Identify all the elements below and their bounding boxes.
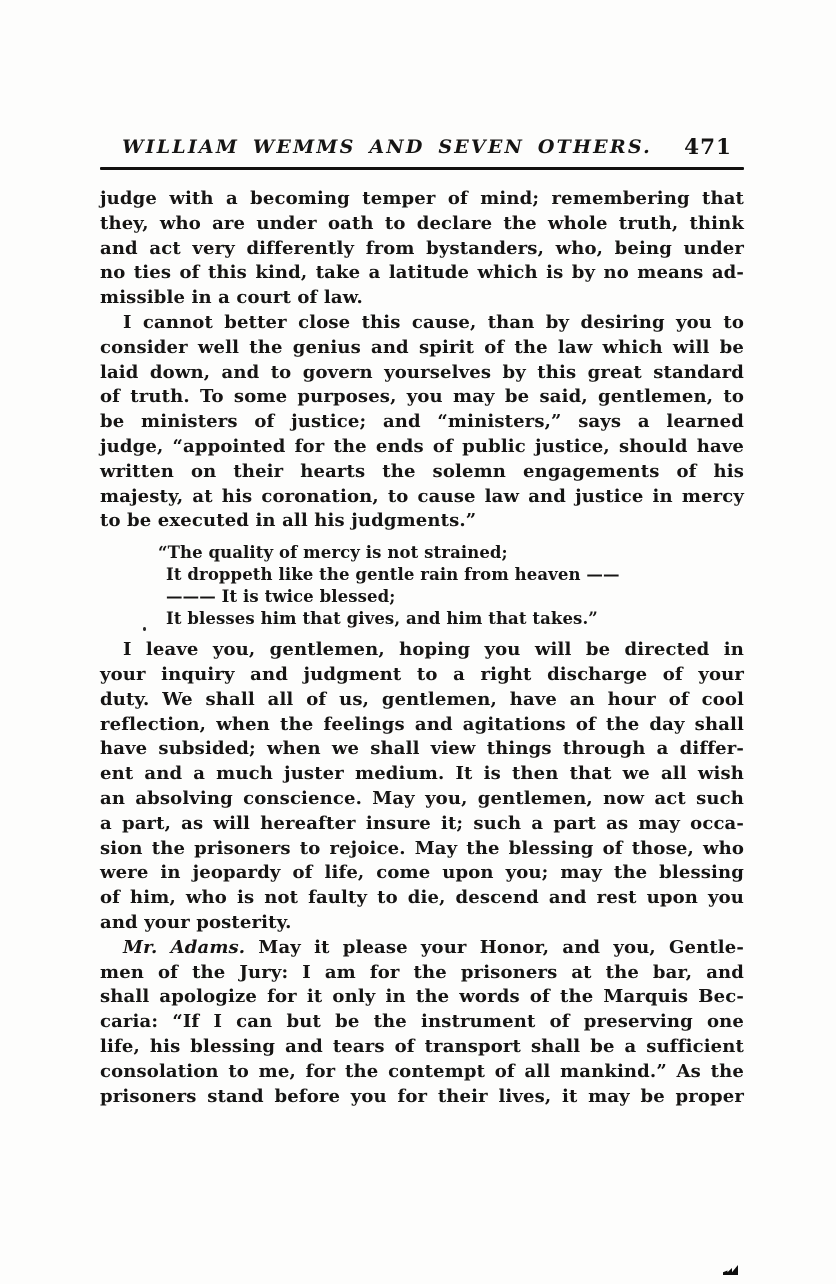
text-line: and act very differently from bystanders, who, being under [100,237,744,259]
text-line: shall apologize for it only in the words of the Marquis Bec- [100,986,744,1008]
text-line: caria: “If I can but be the instrument of preserving one [100,1011,744,1033]
text-line: your inquiry and judgment to a right discharge of your [100,663,744,685]
text-line: to be executed in all his judgments.” [100,510,477,532]
text-line: life, his blessing and tears of transport shall be a sufficient [100,1035,744,1057]
text-line: prisoners stand before you for their lives, it may be proper [100,1085,744,1107]
text-line: ent and a much juster medium. It is then that we all wish [100,763,744,785]
text-line: consider well the genius and spirit of the law which will be [100,336,744,358]
page-number: 471 [684,135,732,160]
scan-ink-artifact [723,1265,738,1275]
verse-line: “The quality of mercy is not strained; [158,543,508,563]
text-line: judge with a becoming temper of mind; remembering that [100,188,744,209]
text-line: written on their hearts the solemn engagements of his [100,460,744,482]
text-line: be ministers of justice; and “ministers,” says a learned [100,411,744,433]
text-line: reflection, when the feelings and agitations of the day shall [100,713,744,735]
text-line: men of the Jury: I am for the prisoners at the bar, and [100,961,744,983]
text-line: an absolving conscience. May you, gentlemen, now act such [100,787,744,809]
text-line: they, who are under oath to declare the whole truth, think [100,212,744,234]
header-rule [100,167,744,170]
speaker-name: Mr. Adams. [123,936,246,958]
text-run: May it please your Honor, and you, Gentle- [258,936,744,958]
paragraph-1 [100,187,744,311]
paragraph-4 [100,936,744,1110]
text-line: consolation to me, for the contempt of all mankind.” As the [100,1060,744,1082]
text-line: were in jeopardy of life, come upon you; may the blessing [100,862,744,884]
text-line: I leave you, gentlemen, hoping you will be directed in [123,639,744,661]
text-line: missible in a court of law. [100,287,363,309]
text-line: majesty, at his coronation, to cause law and justice in mercy [100,485,744,507]
text-line: no ties of this kind, take a latitude which is by no means ad- [100,262,744,284]
verse-line: It blesses him that gives, and him that takes.” [166,609,598,629]
paragraph-3 [100,638,744,936]
verse-line: It droppeth like the gentle rain from heaven —— [166,565,620,585]
text-line: I cannot better close this cause, than by desiring you to [123,311,744,333]
paragraph-2 [100,311,744,534]
text-line: a part, as will hereafter insure it; such a part as may occa- [100,812,744,834]
scan-speck-artifact [143,627,146,631]
text-line: and your posterity. [100,911,292,933]
text-line: of him, who is not faulty to die, descend and rest upon you [100,887,744,909]
text-line: judge, “appointed for the ends of public justice, should have [100,435,744,457]
verse-quotation [158,542,744,630]
text-line: laid down, and to govern yourselves by this great standard [100,361,744,383]
text-line: of truth. To some purposes, you may be said, gentlemen, to [100,386,744,408]
text-line: have subsided; when we shall view things through a differ- [100,738,744,760]
text-line [100,936,744,961]
text-line: sion the prisoners to rejoice. May the blessing of those, who [100,837,744,859]
verse-line: ——— It is twice blessed; [166,587,396,607]
text-line: duty. We shall all of us, gentlemen, have an hour of cool [100,688,744,710]
running-head-title: WILLIAM WEMMS AND SEVEN OTHERS. [122,136,652,158]
text-column [100,187,744,1109]
running-head [100,136,744,166]
